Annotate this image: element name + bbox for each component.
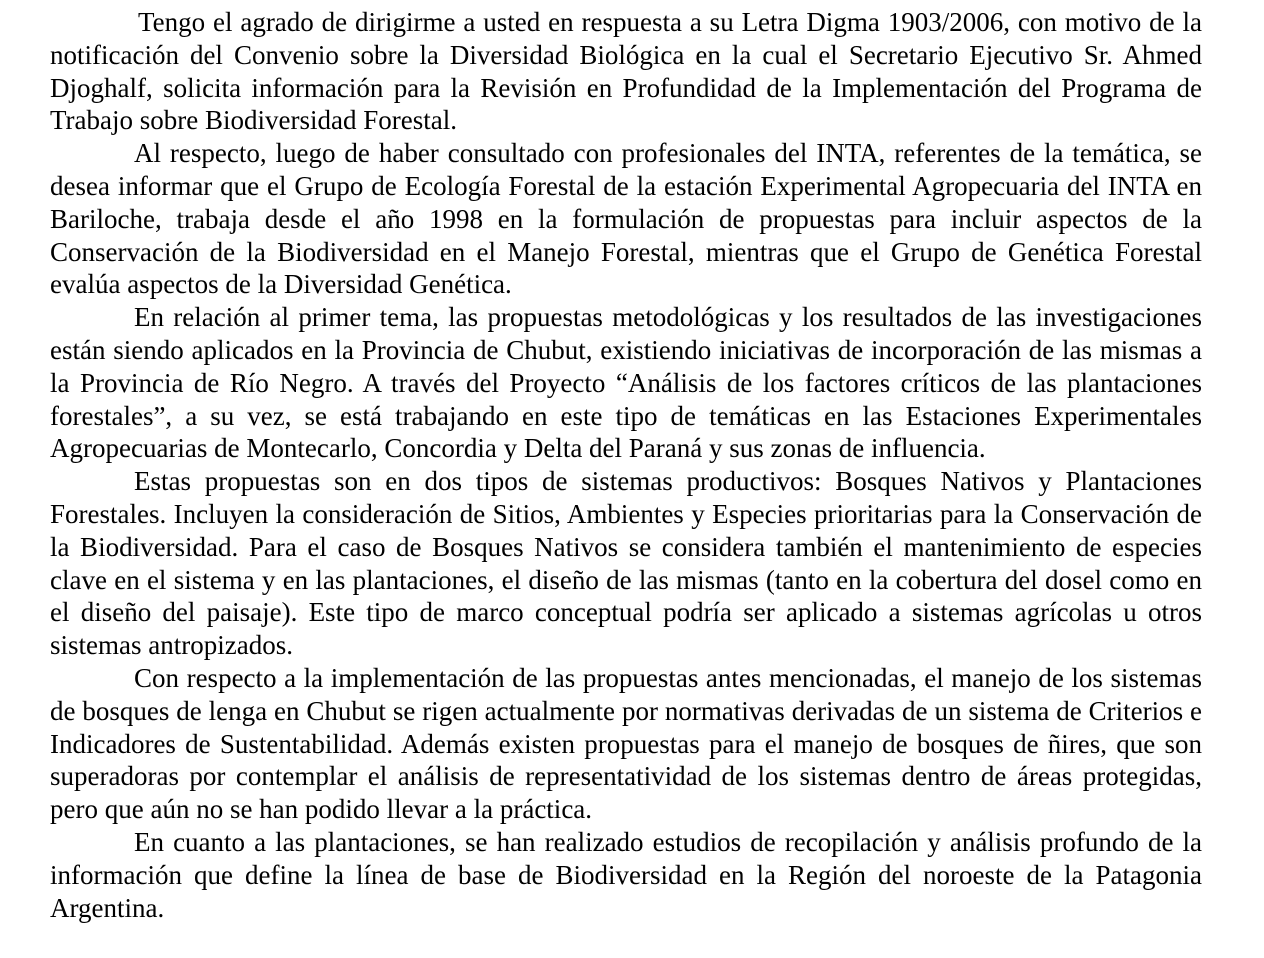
letter-body — [50, 6, 1202, 924]
paragraph-1: Tengo el agrado de dirigirme a usted en respuesta a su Letra Digma 1903/2006, con motivo de la notificación del Convenio sobre la Diversidad Biológica en la cual el Secretario Ejecutivo Sr. Ahmed Djoghalf, solicita información para la Revisión en Profundidad de la Implementación del Programa de Trabajo sobre Biodiversidad Forestal. — [50, 7, 1202, 136]
paragraph-6: En cuanto a las plantaciones, se han realizado estudios de recopilación y análisis profundo de la información que define la línea de base de Biodiversidad en la Región del noroeste de la Patagonia Argentina. — [50, 826, 1202, 923]
paragraph-2: Al respecto, luego de haber consultado con profesionales del INTA, referentes de la temática, se desea informar que el Grupo de Ecología Forestal de la estación Experimental Agropecuaria del INTA en Bariloche, trabaja desde el año 1998 en la formulación de propuestas para incluir aspectos de la Conservación de la Biodiversidad en el Manejo Forestal, mientras que el Grupo de Genética Forestal evalúa aspectos de la Diversidad Genética. — [50, 138, 1202, 300]
paragraph-3: En relación al primer tema, las propuestas metodológicas y los resultados de las investigaciones están siendo aplicados en la Provincia de Chubut, existiendo iniciativas de incorporación de las mismas a la Provincia de Río Negro. A través del Proyecto “Análisis de los factores críticos de las plantaciones forestales”, a su vez, se está trabajando en este tipo de temáticas en las Estaciones Experimentales Agropecuarias de Montecarlo, Concordia y Delta del Paraná y sus zonas de influencia. — [50, 302, 1202, 464]
paragraph-5: Con respecto a la implementación de las propuestas antes mencionadas, el manejo de los sistemas de bosques de lenga en Chubut se rigen actualmente por normativas derivadas de un sistema de Criterios e Indicadores de Sustentabilidad. Además existen propuestas para el manejo de bosques de ñires, que son superadoras por contemplar el análisis de representatividad de los sistemas dentro de áreas protegidas, pero que aún no se han podido llevar a la práctica. — [50, 662, 1202, 825]
paragraph-4: Estas propuestas son en dos tipos de sistemas productivos: Bosques Nativos y Plantaciones Forestales. Incluyen la consideración de Sitios, Ambientes y Especies prioritarias para la Conservación de la Biodiversidad. Para el caso de Bosques Nativos se considera también el mantenimiento de especies clave en el sistema y en las plantaciones, el diseño de las mismas (tanto en la cobertura del dosel como en el diseño del paisaje). Este tipo de marco conceptual podría ser aplicado a sistemas agrícolas u otros sistemas antropizados. — [50, 466, 1202, 661]
truncated-next-line — [132, 948, 222, 958]
